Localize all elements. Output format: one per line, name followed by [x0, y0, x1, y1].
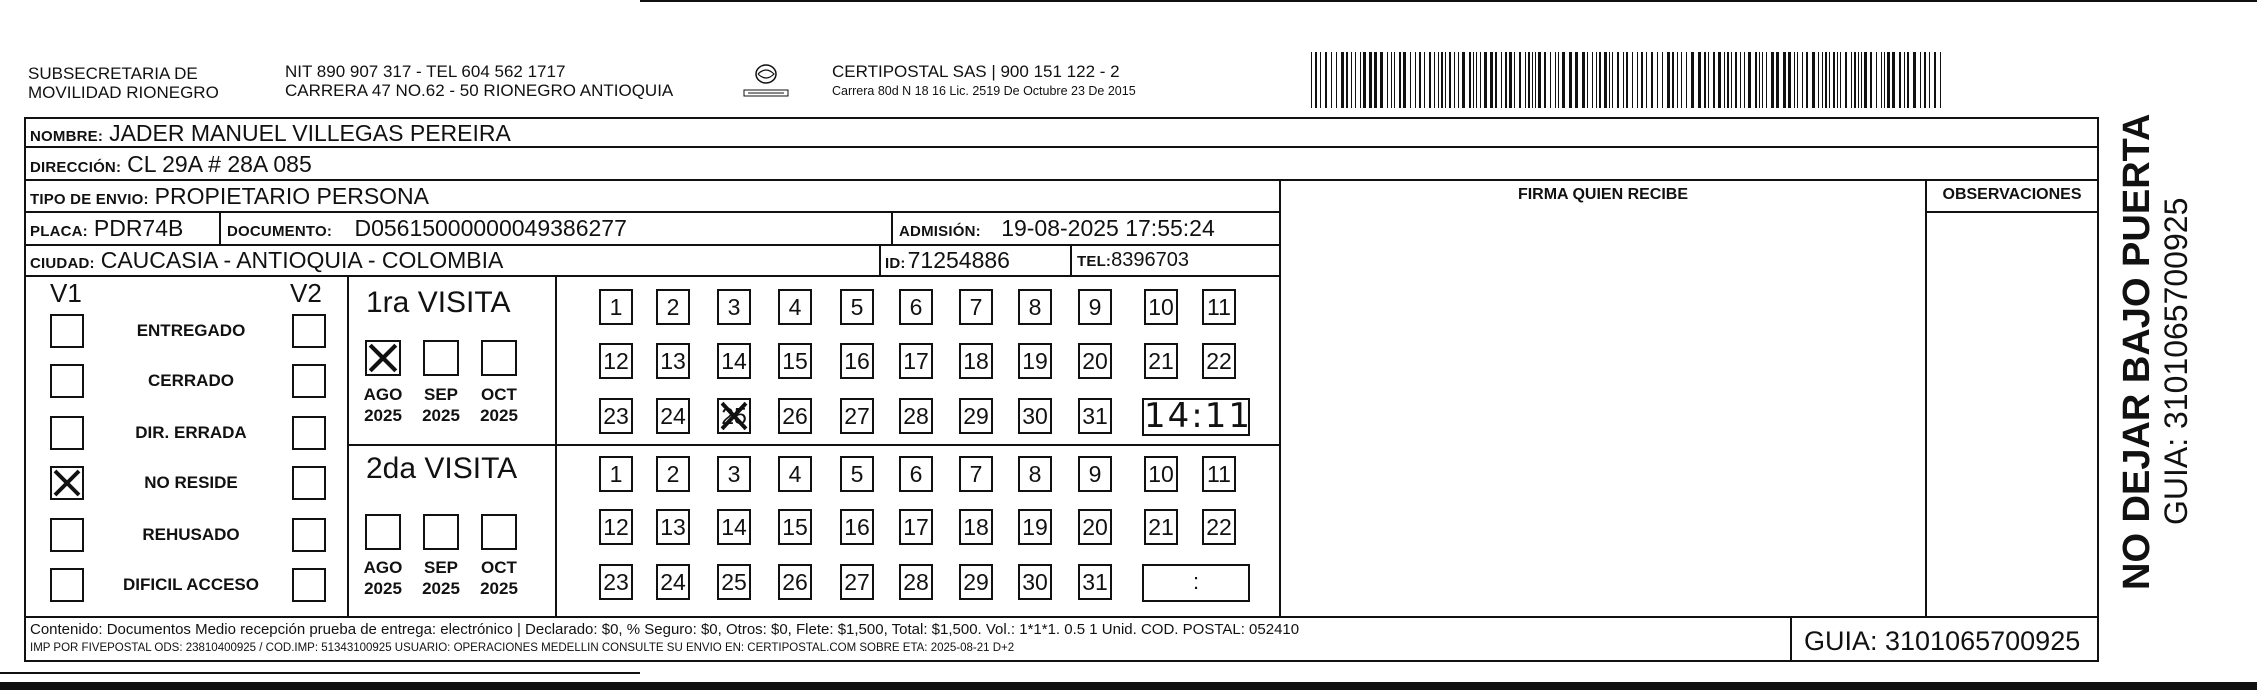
footer-guia-divider	[1790, 616, 1792, 662]
day-box[interactable]: 12	[599, 509, 633, 545]
month-name: SEP	[423, 385, 459, 404]
day-box[interactable]: 16	[840, 509, 874, 545]
visit-divider	[555, 275, 557, 618]
day-box[interactable]: 3	[717, 456, 751, 492]
day-box[interactable]: 5	[840, 289, 874, 325]
tel-divider	[1070, 244, 1072, 276]
v1-checkbox[interactable]	[50, 518, 84, 552]
frame-right	[2097, 117, 2099, 662]
placa-divider	[219, 211, 221, 245]
row-line-4	[24, 244, 1281, 246]
month-year: 2025	[422, 406, 460, 425]
day-box[interactable]: 19	[1018, 343, 1052, 379]
month-label	[412, 384, 470, 426]
month-name: AGO	[363, 558, 403, 577]
day-box[interactable]: 15	[778, 343, 812, 379]
day-box[interactable]: 21	[1144, 509, 1178, 545]
day-box[interactable]: 25	[717, 564, 751, 600]
day-box[interactable]: 28	[899, 564, 933, 600]
day-box[interactable]	[717, 398, 751, 434]
month-year: 2025	[480, 579, 518, 598]
month-name: OCT	[481, 385, 517, 404]
day-number: 25	[721, 403, 747, 429]
day-box[interactable]: 11	[1202, 289, 1236, 325]
id-field	[885, 247, 1010, 274]
first-visit-time[interactable]: 14:11	[1144, 396, 1252, 436]
day-box[interactable]: 30	[1018, 398, 1052, 434]
month-label	[470, 384, 528, 426]
month-label	[354, 557, 412, 599]
day-box[interactable]: 12	[599, 343, 633, 379]
obs-divider	[1925, 179, 1927, 618]
firma-divider	[1279, 179, 1281, 618]
day-box[interactable]: 16	[840, 343, 874, 379]
issuer-line-2: MOVILIDAD RIONEGRO	[28, 83, 219, 102]
day-box[interactable]: 23	[599, 398, 633, 434]
day-box[interactable]: 19	[1018, 509, 1052, 545]
day-box[interactable]: 4	[778, 456, 812, 492]
day-box[interactable]: 14	[717, 343, 751, 379]
v2-label: V2	[290, 278, 322, 308]
day-box[interactable]: 22	[1202, 509, 1236, 545]
month-checkbox[interactable]	[423, 514, 459, 550]
status-option-label: CERRADO	[148, 371, 234, 390]
v2-checkbox[interactable]	[292, 466, 326, 500]
day-box[interactable]: 10	[1144, 289, 1178, 325]
tel-field	[1077, 249, 1189, 272]
day-box[interactable]: 18	[959, 509, 993, 545]
id-label: ID:	[885, 255, 906, 272]
v2-checkbox[interactable]	[292, 518, 326, 552]
day-box[interactable]: 1	[599, 456, 633, 492]
day-box[interactable]: 7	[959, 289, 993, 325]
day-box[interactable]: 24	[656, 398, 690, 434]
direccion-label: DIRECCIÓN:	[30, 159, 122, 176]
month-checkbox[interactable]	[423, 340, 459, 376]
ciudad-value: CAUCASIA - ANTIOQUIA - COLOMBIA	[100, 247, 504, 273]
row-line-3	[24, 211, 1281, 213]
footer-imp: IMP POR FIVEPOSTAL ODS: 23810400925 / COD.IMP: 51343100925 USUARIO: OPERACIONES MEDELLIN CONSULTE SU ENVIO EN: CERTIPOSTAL.COM SOBRE ETA: 2025-08-21 D+2	[30, 642, 1015, 654]
firma-header: FIRMA QUIEN RECIBE	[1517, 186, 1689, 203]
day-box[interactable]: 11	[1202, 456, 1236, 492]
status-option-label: REHUSADO	[142, 525, 240, 544]
v2-checkbox[interactable]	[292, 416, 326, 450]
scan-edge-bottom-left	[0, 672, 640, 674]
day-box[interactable]: 13	[656, 509, 690, 545]
day-box[interactable]: 31	[1078, 564, 1112, 600]
admision-value: 19-08-2025 17:55:24	[1001, 215, 1215, 241]
tel-value: 8396703	[1111, 249, 1190, 271]
day-box[interactable]: 17	[899, 509, 933, 545]
month-label	[412, 557, 470, 599]
barcode	[1311, 52, 1951, 108]
month-year: 2025	[364, 579, 402, 598]
month-label	[470, 557, 528, 599]
month-year: 2025	[422, 579, 460, 598]
month-name: OCT	[481, 558, 517, 577]
day-box[interactable]: 9	[1078, 289, 1112, 325]
day-box[interactable]: 8	[1018, 289, 1052, 325]
day-box[interactable]: 26	[778, 564, 812, 600]
direccion-field	[30, 151, 312, 178]
admision-label: ADMISIÓN:	[899, 223, 981, 240]
status-option-label: DIFICIL ACCESO	[122, 575, 259, 594]
day-box[interactable]: 29	[959, 398, 993, 434]
day-box[interactable]: 14	[717, 509, 751, 545]
row-line-2	[24, 179, 2099, 181]
day-box[interactable]: 24	[656, 564, 690, 600]
documento-value: D05615000000049386277	[354, 215, 627, 241]
placa-field	[30, 215, 183, 242]
placa-value: PDR74B	[93, 215, 184, 241]
placa-label: PLACA:	[30, 223, 88, 240]
courier-info	[832, 62, 1136, 99]
side-warning: NO DEJAR BAJO PUERTA	[2116, 113, 2158, 590]
day-box[interactable]: 23	[599, 564, 633, 600]
day-box[interactable]: 27	[840, 398, 874, 434]
frame-left	[24, 117, 26, 662]
v1-checkbox[interactable]	[50, 466, 84, 500]
address-line: CARRERA 47 NO.62 - 50 RIONEGRO ANTIOQUIA	[285, 81, 674, 100]
footer-contenido: Contenido: Documentos Medio recepción prueba de entrega: electrónico | Declarado: $0, % Seguro: $0, Otros: $0, Flete: $1,500, Total: $1,500. Vol.: 1*1*1. 0.5 1 Unid. COD. POSTAL: 052410	[30, 621, 1300, 638]
nombre-value: JADER MANUEL VILLEGAS PEREIRA	[109, 120, 511, 146]
second-visit-label: 2da VISITA	[366, 452, 518, 485]
side-guia: GUIA: 3101065700925	[2158, 197, 2194, 525]
day-box[interactable]: 20	[1078, 509, 1112, 545]
day-box[interactable]: 15	[778, 509, 812, 545]
courier-logo-icon	[742, 60, 790, 106]
tel-label: TEL:	[1077, 253, 1112, 270]
v2-checkbox[interactable]	[292, 364, 326, 398]
footer-line	[24, 616, 2099, 618]
row-line-5	[24, 275, 1281, 277]
visit-row-divider	[347, 444, 1281, 446]
id-value: 71254886	[907, 247, 1010, 273]
day-box[interactable]: 2	[656, 289, 690, 325]
day-box[interactable]: 6	[899, 456, 933, 492]
v1-checkbox[interactable]	[50, 416, 84, 450]
tipo-field	[30, 183, 429, 210]
first-visit-label: 1ra VISITA	[366, 286, 511, 319]
nit-line: NIT 890 907 317 - TEL 604 562 1717	[285, 62, 566, 81]
issuer-line-1: SUBSECRETARIA DE	[28, 64, 198, 83]
day-box[interactable]: 30	[1018, 564, 1052, 600]
documento-field	[227, 215, 627, 242]
ciudad-field	[30, 247, 503, 274]
day-box[interactable]: 4	[778, 289, 812, 325]
day-box[interactable]: 21	[1144, 343, 1178, 379]
v1-checkbox[interactable]	[50, 314, 84, 348]
month-checkbox[interactable]	[365, 340, 401, 376]
month-year: 2025	[480, 406, 518, 425]
v2-checkbox[interactable]	[292, 314, 326, 348]
observaciones-header: OBSERVACIONES	[1942, 186, 2082, 203]
row-line-3b	[1925, 211, 2099, 213]
admision-divider	[891, 211, 893, 245]
month-label	[354, 384, 412, 426]
day-box[interactable]: 27	[840, 564, 874, 600]
day-box[interactable]: 31	[1078, 398, 1112, 434]
v1-checkbox[interactable]	[50, 364, 84, 398]
month-checkbox[interactable]	[365, 514, 401, 550]
second-visit-time[interactable]: :	[1142, 564, 1250, 602]
nombre-label: NOMBRE:	[30, 128, 104, 145]
day-box[interactable]: 9	[1078, 456, 1112, 492]
scan-edge-top	[640, 0, 2257, 2]
day-box[interactable]: 2	[656, 456, 690, 492]
month-checkbox[interactable]	[481, 514, 517, 550]
status-option-label: ENTREGADO	[136, 321, 246, 340]
status-divider	[347, 275, 349, 618]
month-checkbox[interactable]	[481, 340, 517, 376]
day-box[interactable]: 8	[1018, 456, 1052, 492]
day-box[interactable]: 5	[840, 456, 874, 492]
tipo-label: TIPO DE ENVIO:	[30, 191, 149, 208]
status-option-label: DIR. ERRADA	[135, 423, 247, 442]
day-box[interactable]: 28	[899, 398, 933, 434]
v1-checkbox[interactable]	[50, 568, 84, 602]
v1-label: V1	[50, 278, 82, 308]
day-box[interactable]: 26	[778, 398, 812, 434]
month-year: 2025	[364, 406, 402, 425]
courier-name: CERTIPOSTAL SAS | 900 151 122 - 2	[832, 62, 1120, 81]
day-box[interactable]: 6	[899, 289, 933, 325]
ciudad-label: CIUDAD:	[30, 255, 95, 272]
documento-label: DOCUMENTO:	[227, 223, 333, 240]
frame-top	[24, 117, 2099, 119]
month-name: AGO	[363, 385, 403, 404]
nombre-field	[30, 120, 511, 147]
day-box[interactable]: 17	[899, 343, 933, 379]
status-option-label: NO RESIDE	[144, 473, 238, 492]
day-box[interactable]: 13	[656, 343, 690, 379]
direccion-value: CL 29A # 28A 085	[127, 151, 312, 177]
day-box[interactable]: 18	[959, 343, 993, 379]
day-box[interactable]: 29	[959, 564, 993, 600]
day-box[interactable]: 10	[1144, 456, 1178, 492]
issuer-entity	[28, 64, 219, 102]
day-box[interactable]: 1	[599, 289, 633, 325]
day-box[interactable]: 3	[717, 289, 751, 325]
frame-bottom	[24, 660, 2099, 662]
day-box[interactable]: 7	[959, 456, 993, 492]
courier-license: Carrera 80d N 18 16 Lic. 2519 De Octubre 23 De 2015	[832, 84, 1136, 98]
cross-mark-icon	[719, 400, 749, 432]
id-divider	[879, 244, 881, 276]
footer-guia: GUIA: 3101065700925	[1804, 626, 2081, 656]
day-box[interactable]: 22	[1202, 343, 1236, 379]
tipo-value: PROPIETARIO PERSONA	[154, 183, 430, 209]
month-name: SEP	[423, 558, 459, 577]
v2-checkbox[interactable]	[292, 568, 326, 602]
issuer-contact	[285, 62, 673, 100]
admision-field	[899, 215, 1215, 242]
day-box[interactable]: 20	[1078, 343, 1112, 379]
scan-edge-bottom	[0, 682, 2257, 690]
